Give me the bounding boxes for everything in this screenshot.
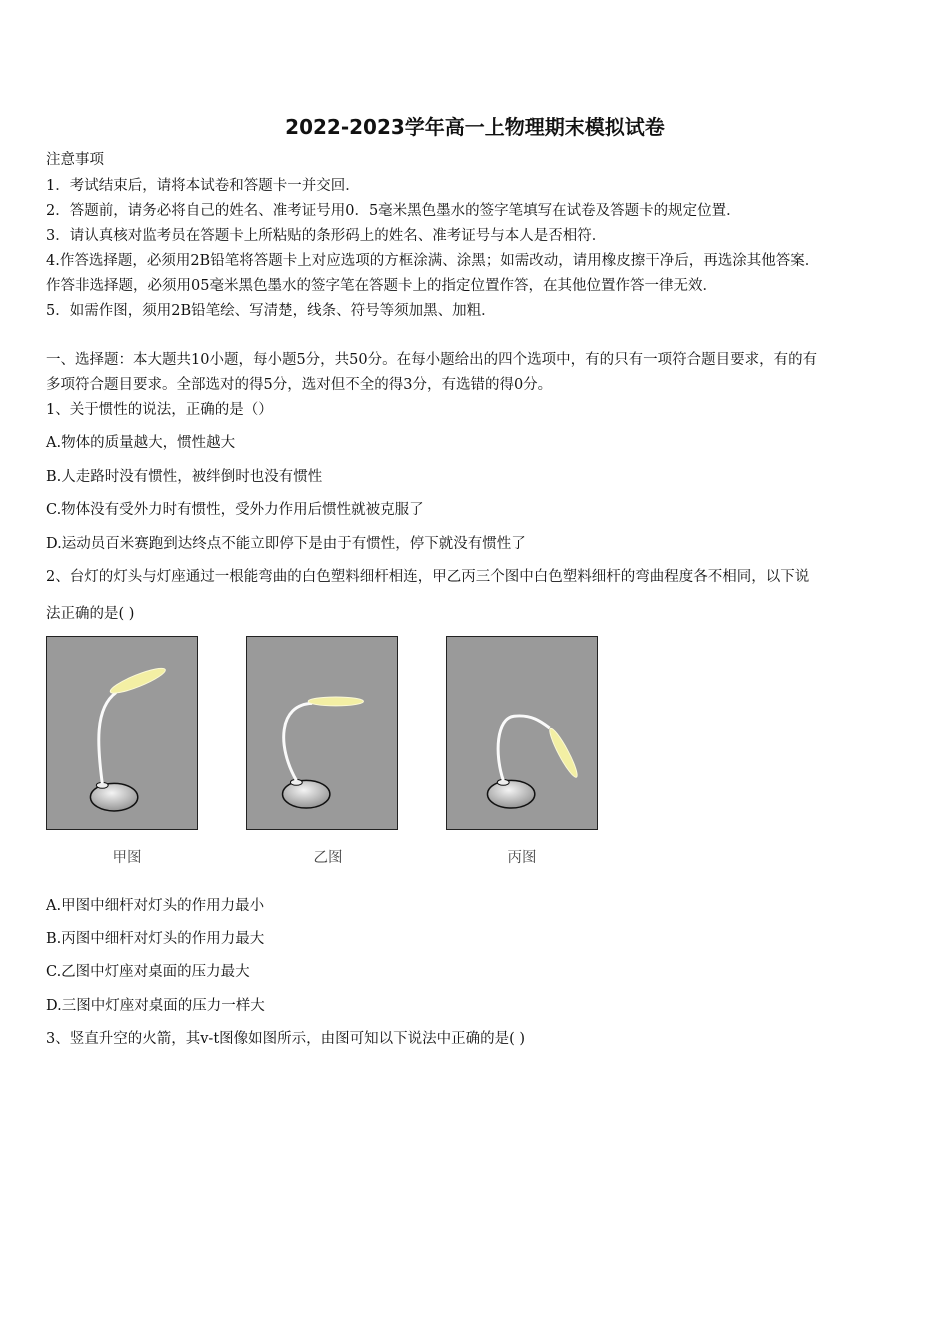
section-heading: 一、选择题：本大题共10小题，每小题5分，共50分。在每小题给出的四个选项中，有的只有一项符合题目要求，有的有: [46, 352, 818, 368]
figure-caption-jia: 甲图: [112, 850, 142, 866]
section-heading-cont: 多项符合题目要求。全部选对的得5分，选对但不全的得3分，有选错的得0分。: [46, 377, 553, 393]
notice-item: 3．请认真核对监考员在答题卡上所粘贴的条形码上的姓名、准考证号与本人是否相符．: [46, 228, 607, 244]
question-2-stem-cont: 法正确的是( ): [46, 606, 135, 622]
notice-item: 4.作答选择题，必须用2B铅笔将答题卡上对应选项的方框涂满、涂黑；如需改动，请用橡皮擦干净后，再选涂其他答案．: [46, 253, 820, 269]
question-3-stem: 3、竖直升空的火箭，其v-t图像如图所示，由图可知以下说法中正确的是( ): [46, 1031, 526, 1047]
figure-caption-yi: 乙图: [313, 850, 343, 866]
question-1-option-c: C.物体没有受外力时有惯性，受外力作用后惯性就被克服了: [46, 502, 424, 518]
notice-item: 5．如需作图，须用2B铅笔绘、写清楚，线条、符号等须加黑、加粗．: [46, 303, 496, 319]
question-2-option-c: C.乙图中灯座对桌面的压力最大: [46, 964, 250, 980]
question-2-stem: 2、台灯的灯头与灯座通过一根能弯曲的白色塑料细杆相连，甲乙丙三个图中白色塑料细杆的弯曲程度各不相同，以下说: [46, 569, 810, 585]
question-1-stem: 1、关于惯性的说法，正确的是（）: [46, 402, 273, 418]
notice-item: 2．答题前，请务必将自己的姓名、准考证号用0．5毫米黑色墨水的签字笔填写在试卷及答题卡的规定位置．: [46, 203, 741, 219]
figure-caption-bing: 丙图: [507, 850, 537, 866]
lamp-figure-bing: [446, 636, 598, 830]
question-2-option-b: B.丙图中细杆对灯头的作用力最大: [46, 931, 265, 947]
question-1-option-d: D.运动员百米赛跑到达终点不能立即停下是由于有惯性，停下就没有惯性了: [46, 536, 526, 552]
question-2-option-a: A.甲图中细杆对灯头的作用力最小: [46, 898, 265, 914]
notice-heading: 注意事项: [46, 152, 104, 168]
page-title: 2022-2023学年高一上物理期末模拟试卷: [285, 115, 665, 139]
notice-item: 1．考试结束后，请将本试卷和答题卡一并交回．: [46, 178, 360, 194]
notice-item: 作答非选择题，必须用05毫米黑色墨水的签字笔在答题卡上的指定位置作答，在其他位置作答一律无效．: [46, 278, 717, 294]
question-1-option-b: B.人走路时没有惯性，被绊倒时也没有惯性: [46, 469, 323, 485]
lamp-figure-yi: [246, 636, 398, 830]
lamp-figure-jia: [46, 636, 198, 830]
question-2-option-d: D.三图中灯座对桌面的压力一样大: [46, 998, 265, 1014]
question-1-option-a: A.物体的质量越大，惯性越大: [46, 435, 236, 451]
